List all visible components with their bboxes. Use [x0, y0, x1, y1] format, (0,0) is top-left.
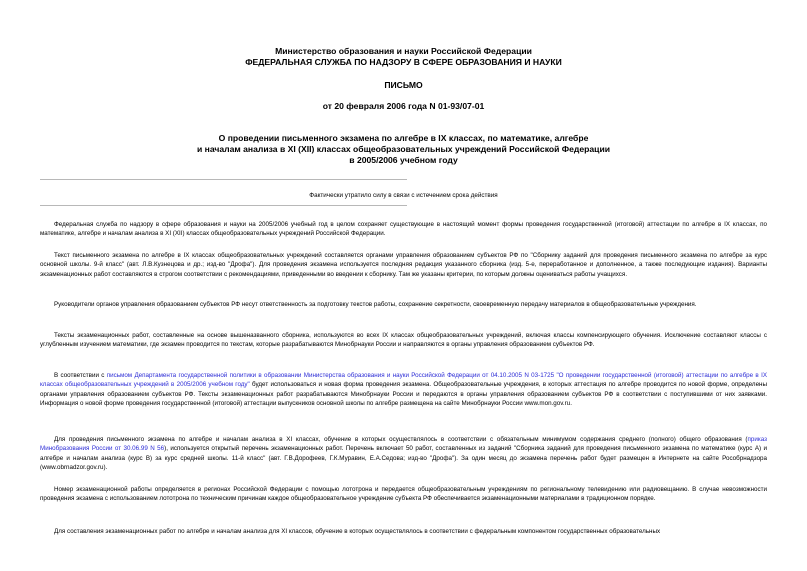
ministry-order-link[interactable]: приказ Минобразования России от 30.06.99 N 56 [40, 436, 767, 453]
paragraph-8: Для составления экзаменационных работ по алгебре и началам анализа для XI классов, обучение в которых осуществлялось в соответствии с федеральным компонентом государственных образовательных [54, 528, 661, 535]
document-title-line-1: О проведении письменного экзамена по алгебре в IX классах, по математике, алгебре [218, 133, 589, 143]
paragraph-5-text-end: будет использоваться и новая форма проведения экзамена. Общеобразовательные учреждения, в которых аттестация по алгебре проводится по новой форме, определены органами управления образованием субъектов РФ. Тексты экзаменационных работ разрабатываются Минобрнауки России и передаются в органы управления образованием субъектов РФ в соответствии с поступившими от них заявками. Информация о новой форме проведения государственной (итоговой) аттестации выпускников основной школы по алгебре размещена на сайте Минобрнауки России www.mon.gov.ru. [40, 381, 767, 407]
document-title-line-3: в 2005/2006 учебном году [349, 155, 458, 165]
document-title-line-2: и началам анализа в XI (XII) классах общеобразовательных учреждений Российской Федерации [196, 144, 611, 154]
ministry-letter-link[interactable]: письмом Департамента государственной политики в образовании Министерства образования и науки Российской Федерации от 04.10.2005 N 03-1725 "О проведении государственной (итоговой) аттестации по алгебре в IX классах общеобразовательных учреждений в 2005/2006 учебном году" [40, 372, 767, 389]
paragraph-6-text-start: Для проведения письменного экзамена по алгебре и началам анализа в XI классах, обучение в которых осуществлялось в соответствии с обязательным минимумом содержания среднего (полного) общего образования ( [54, 436, 748, 443]
document-type: ПИСЬМО [384, 80, 423, 90]
paragraph-7: Номер экзаменационной работы определяется в регионах Российской Федерации с помощью лототрона и передается общеобразовательным учреждениям по региональному телевидению или радиовещанию. В случае невозможности проведения экзамена с использованием лототрона по техническим причинам каждое общеобразовательное учреждение субъекта РФ обеспечивается экзаменационными материалами в традиционном порядке. [40, 486, 767, 503]
paragraph-6-text-end: ), используется открытый перечень экзаменационных работ. Перечень включает 50 работ, составленных из заданий "Сборника заданий для проведения письменного экзамена по математике (курс А) и алгебре и началам анализа (курс В) за курс средней школы. 11-й класс" (авт. Г.В.Дорофеев, Г.К.Муравин, Е.А.Седова; изд-во "Дрофа"). За один месяц до экзамена перечень работ будет размещен в Интернете на сайте Рособрнадзора (www.obrnadzor.gov.ru). [40, 445, 767, 471]
paragraph-4 [40, 331, 767, 350]
divider-top [40, 179, 407, 180]
service-name: ФЕДЕРАЛЬНАЯ СЛУЖБА ПО НАДЗОРУ В СФЕРЕ ОБРАЗОВАНИЯ И НАУКИ [245, 57, 562, 67]
paragraph-6 [40, 435, 767, 472]
paragraph-4-text: Тексты экзаменационных работ, составленные на основе вышеназванного сборника, используются во всех IX классах общеобразовательных учреждений, включая классы компенсирующего обучения. Исключение составляют классы с углубленным изучением математики, где экзамен проводится по текстам, которые разрабатываются Минобрнауки России и направляются в органы управления образованием субъектов РФ. [40, 332, 767, 349]
paragraph-5 [40, 371, 767, 408]
document-date-number: от 20 февраля 2006 года N 01-93/07-01 [322, 101, 485, 111]
ministry-name: Министерство образования и науки Российской Федерации [275, 46, 532, 56]
divider-bottom [40, 205, 407, 206]
paragraph-2: Текст письменного экзамена по алгебре в IX классах общеобразовательных учреждений составляется органами управления образованием субъектов РФ по "Сборнику заданий для проведения письменного экзамена по алгебре за курс основной школы. 9-й класс" (авт. Л.В.Кузнецова и др.; изд-во "Дрофа"). Для проведения экзамена используется последняя редакция указанного сборника (изд. 5-е, переработанное и дополненное, а также последующие издания). Варианты экзаменационных работ составляются в строгом соответствии с рекомендациями, приведенными во введении к сборнику. Там же указаны критерии, по которым должны оцениваться работы учащихся. [40, 252, 767, 278]
paragraph-3: Руководители органов управления образованием субъектов РФ несут ответственность за подготовку текстов работы, сохранение секретности, своевременную передачу материалов в общеобразовательные учреждения. [54, 301, 697, 308]
paragraph-5-text-start: В соответствии с [54, 372, 107, 379]
paragraph-1: Федеральная служба по надзору в сфере образования и науки на 2005/2006 учебный год в целом сохраняет существующие в настоящий момент формы проведения государственной (итоговой) аттестации по алгебре в IX классах, по математике, алгебре и началам анализа в XI (XII) классах общеобразовательных учреждений Российской Федерации. [40, 221, 767, 238]
status-note: Фактически утратило силу в связи с истечением срока действия [309, 192, 498, 199]
